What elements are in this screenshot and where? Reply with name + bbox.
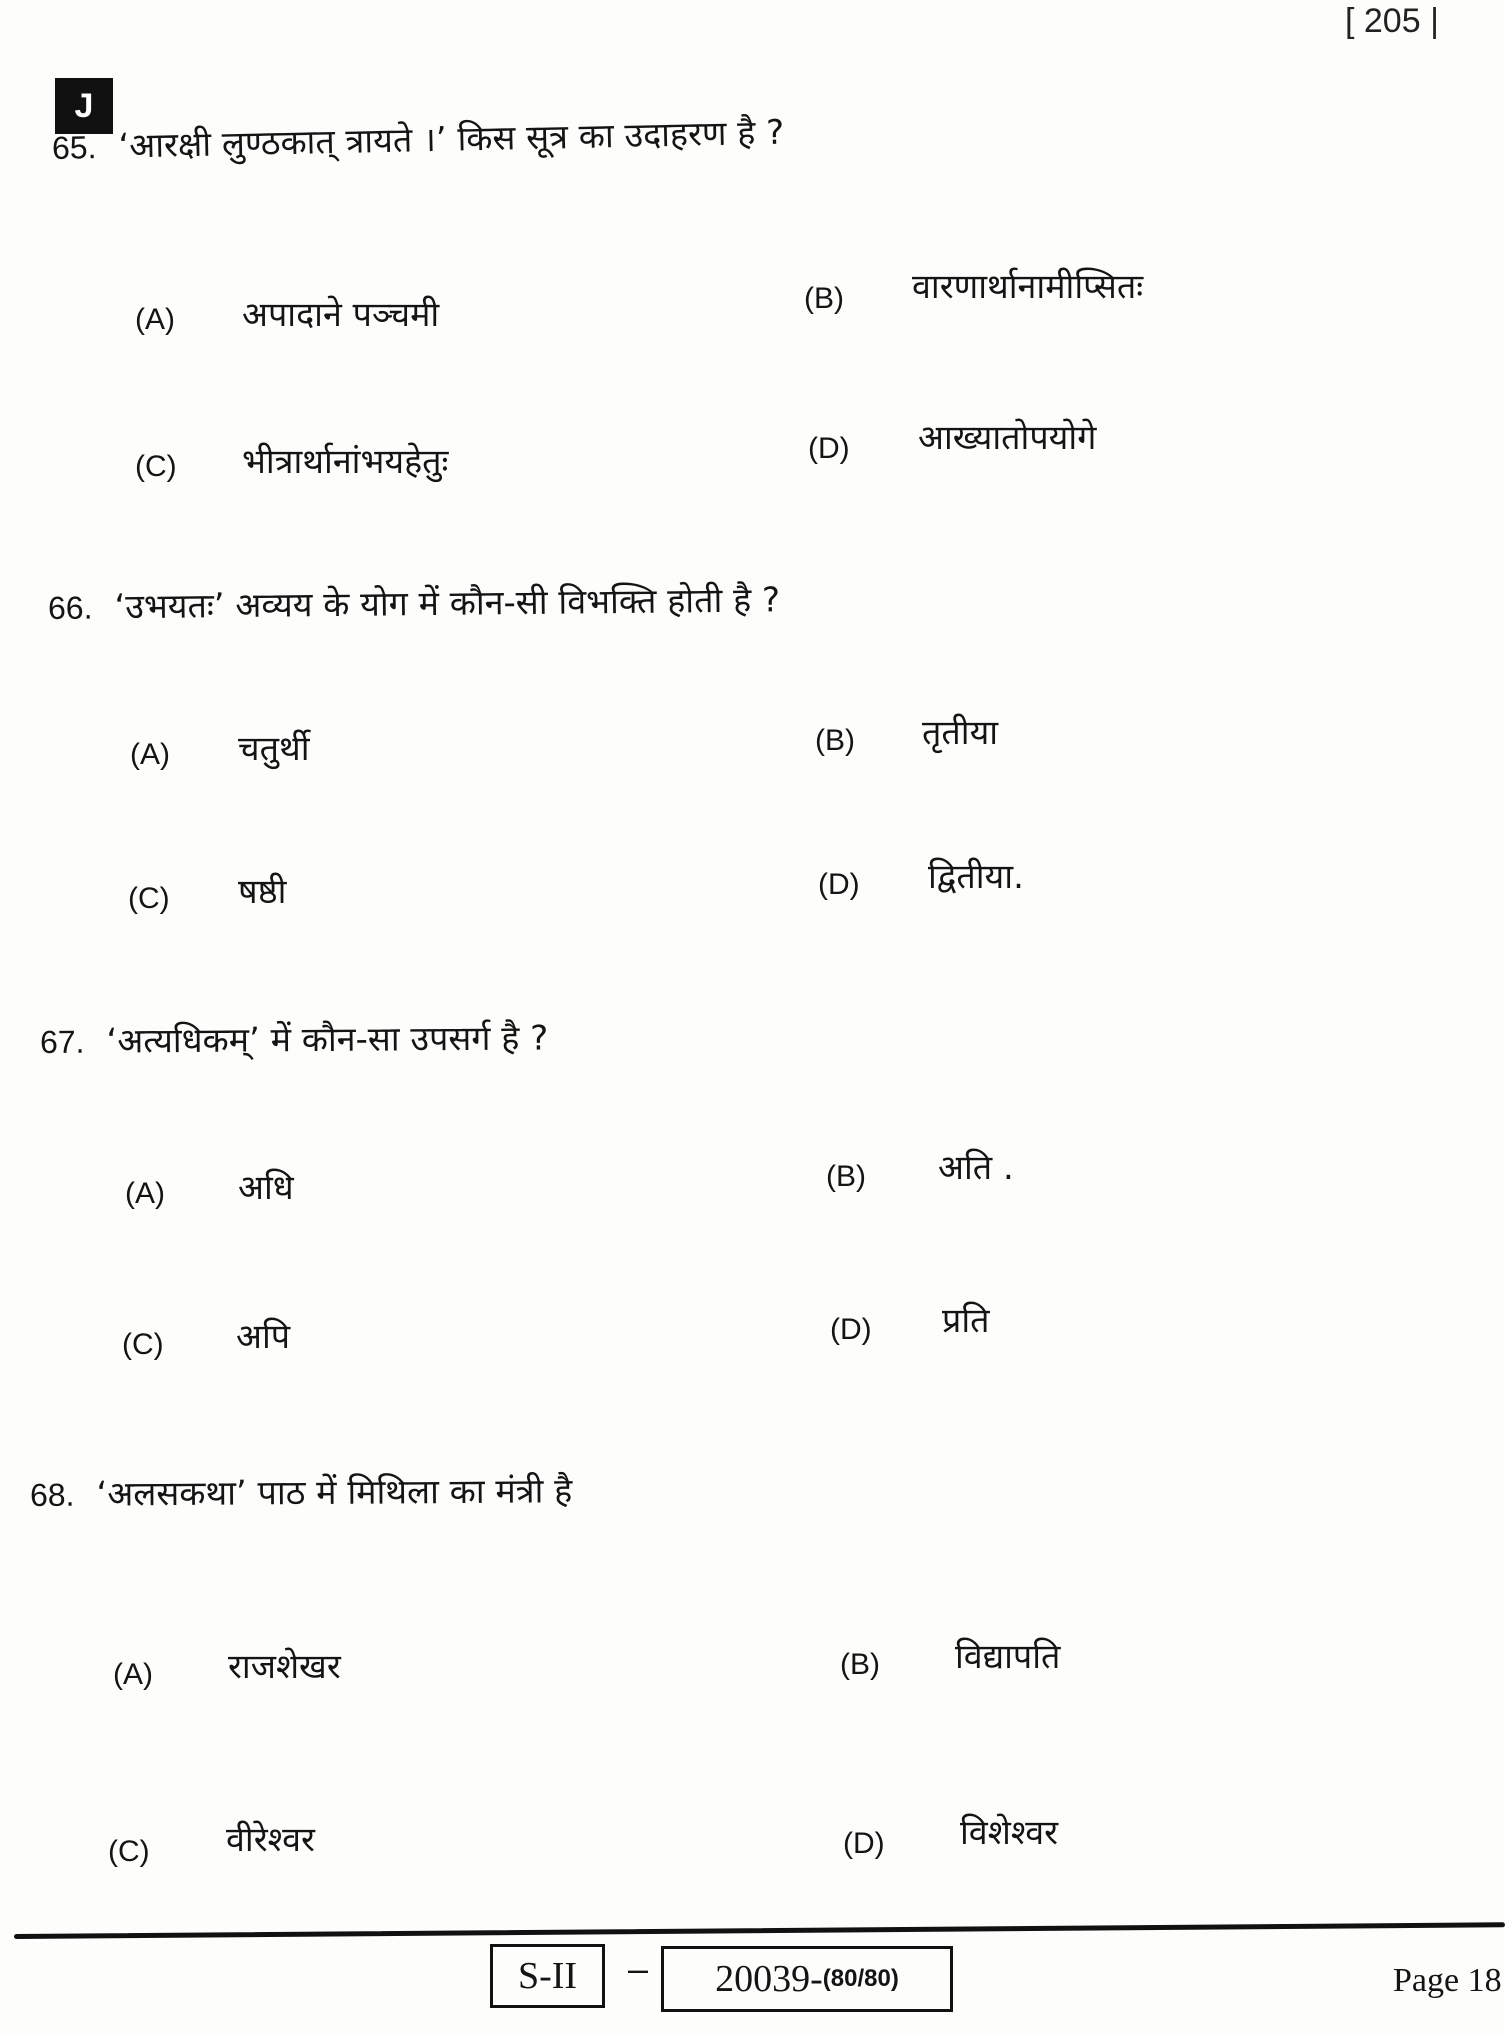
option-label: (A): [130, 738, 170, 771]
option-text[interactable]: विद्यापति: [955, 1637, 1061, 1677]
footer-divider: [14, 1922, 1505, 1939]
option-text[interactable]: भीत्रार्थानांभयहेतुः: [242, 442, 449, 482]
option-label: (A): [125, 1177, 165, 1210]
option-label: (C): [128, 882, 170, 915]
section-badge: J: [55, 78, 113, 134]
option-label: (D): [818, 868, 860, 901]
option-text[interactable]: चतुर्थी: [238, 729, 310, 769]
question-text: ‘उभयतः’ अव्यय के योग में कौन-सी विभक्ति होती है ?: [114, 580, 781, 628]
option-text[interactable]: प्रति: [942, 1301, 990, 1341]
option-label: (D): [808, 432, 850, 465]
option-label: (C): [122, 1328, 164, 1361]
option-text[interactable]: अपि: [236, 1317, 291, 1357]
option-label: (B): [804, 282, 844, 315]
question-number: 65.: [51, 129, 97, 166]
page-number-top: [ 205 |: [1345, 2, 1439, 40]
question-number: 68.: [29, 1476, 75, 1513]
question-text: ‘अलसकथा’ पाठ में मिथिला का मंत्री है: [96, 1471, 573, 1515]
option-label: (A): [113, 1658, 153, 1691]
question-text: ‘आरक्षी लुण्ठकात् त्रायते ।’ किस सूत्र का उदाहरण है ?: [118, 112, 785, 167]
question-number: 67.: [39, 1023, 85, 1060]
option-text[interactable]: आख्यातोपयोगे: [918, 418, 1097, 458]
paper-code-suffix: (80/80): [822, 1965, 899, 1992]
option-text[interactable]: अपादाने पञ्चमी: [242, 295, 440, 335]
option-label: (D): [830, 1313, 872, 1346]
option-text[interactable]: अति .: [938, 1148, 1014, 1188]
option-label: (C): [135, 450, 177, 483]
question-65: [52, 113, 785, 169]
option-text[interactable]: वारणार्थानामीप्सितः: [912, 267, 1144, 307]
series-code: S-II: [517, 1955, 578, 1997]
option-label: (B): [815, 724, 855, 757]
option-label: (C): [108, 1835, 150, 1868]
option-text[interactable]: वीरेश्वर: [226, 1820, 315, 1860]
option-text[interactable]: अधि: [238, 1168, 294, 1208]
option-text[interactable]: तृतीया: [922, 713, 999, 753]
code-separator: –: [628, 1948, 649, 1989]
option-label: (B): [826, 1160, 866, 1193]
option-text[interactable]: षष्ठी: [238, 872, 287, 912]
question-68: [30, 1471, 572, 1516]
option-text[interactable]: राजशेखर: [228, 1647, 341, 1687]
option-label: (D): [843, 1827, 885, 1860]
paper-code-box: [661, 1946, 953, 2012]
option-text[interactable]: विशेश्वर: [960, 1813, 1059, 1853]
paper-code: 20039-: [715, 1958, 823, 2000]
question-text: ‘अत्यधिकम्’ में कौन-सा उपसर्ग है ?: [106, 1018, 549, 1062]
option-label: (B): [840, 1648, 880, 1681]
option-label: (A): [135, 303, 175, 336]
page-footer-label: Page 18: [1393, 1962, 1502, 1999]
series-code-box: [490, 1944, 605, 2008]
question-67: [40, 1018, 548, 1062]
question-66: [48, 580, 780, 628]
question-number: 66.: [47, 589, 93, 626]
option-text[interactable]: द्वितीया.: [928, 857, 1024, 897]
